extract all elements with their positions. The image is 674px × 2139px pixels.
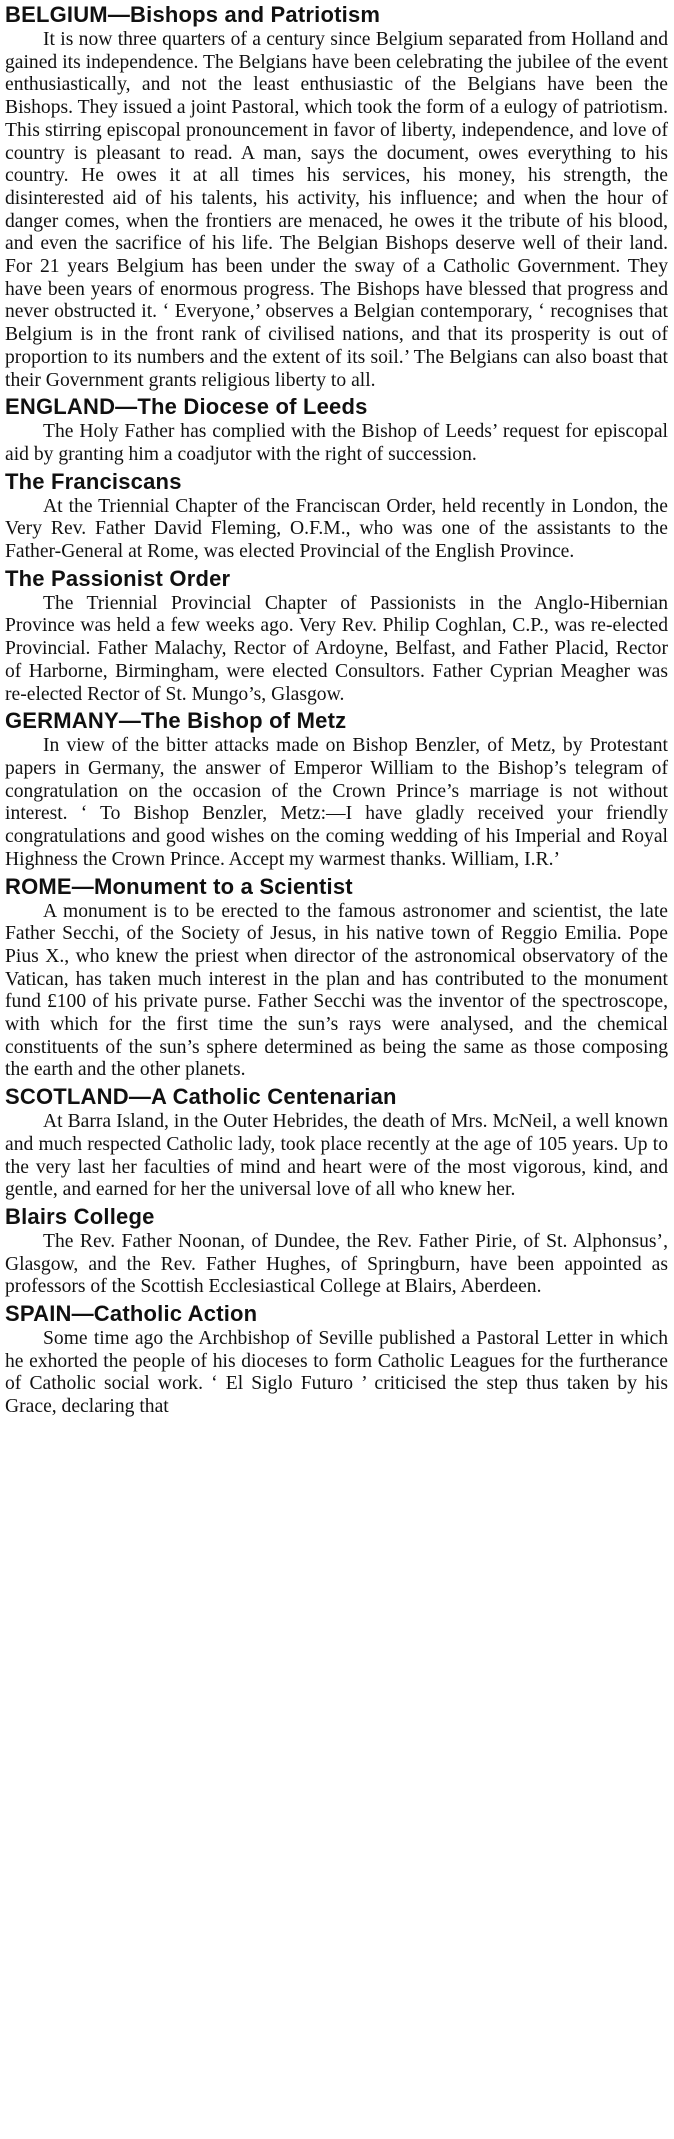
section-body: In view of the bitter attacks made on Bishop Benzler, of Metz, by Protestant papers in Germany, the answer of Emperor William to the Bishop’s telegram of congratulation on the occasion of the Crown Prince’s marriage is not without interest. ‘ To Bishop Benzler, Metz:—I have gladly received your friendly congratulations and good wishes on the coming wedding of his Imperial and Royal Highness the Crown Prince. Accept my warmest thanks. William, I.R.’ — [5, 735, 668, 870]
section-body: Some time ago the Archbishop of Seville published a Pastoral Letter in which he exhorted the people of his dioceses to form Catholic Leagues for the furtherance of Catholic social work. ‘ El Siglo Futuro ’ criticised the step thus taken by his Grace, declaring that — [5, 1328, 668, 1418]
section-heading: The Passionist Order — [5, 565, 231, 591]
section-body: It is now three quarters of a century since Belgium separated from Holland and gained its independence. The Belgians have been celebrating the jubilee of the event enthusiastically, and not the least enthusiastic of the Belgians have been the Bishops. They issued a joint Pastoral, which took the form of a eulogy of patriotism. This stirring episcopal pronouncement in favor of liberty, independence, and love of country is pleasant to read. A man, says the document, owes everything to his country. He owes it at all times his services, his money, his strength, the disinterested aid of his talents, his activity, his influence; and when the hour of danger comes, when the frontiers are menaced, he owes it the tribute of his blood, and even the sacrifice of his life. The Belgian Bishops deserve well of their land. For 21 years Belgium has been under the sway of a Catholic Government. They have been years of enormous progress. The Bishops have blessed that progress and never obstructed it. ‘ Everyone,’ observes a Belgian contemporary, ‘ recognises that Belgium is in the front rank of civilised nations, and that its prosperity is out of proportion to its numbers and the extent of its soil.’ The Belgians can also boast that their Government grants religious liberty to all. — [5, 29, 668, 391]
section-germany — [5, 707, 668, 871]
section-franciscans — [5, 468, 668, 564]
section-heading: GERMANY—The Bishop of Metz — [5, 708, 347, 734]
section-body: At the Triennial Chapter of the Franciscan Order, held recently in London, the Very Rev. Father David Fleming, O.F.M., who was one of the assistants to the Father-General at Rome, was elected Provincial of the English Province. — [5, 495, 668, 563]
section-body: A monument is to be erected to the famous astronomer and scientist, the late Father Secchi, of the Society of Jesus, in his native town of Reggio Emilia. Pope Pius X., who knew the priest when director of the astronomical observatory of the Vatican, has taken much interest in the plan and has contributed to the monument fund £100 of his private purse. Father Secchi was the inventor of the spectroscope, with which for the first time the sun’s rays were analysed, and the chemical constituents of the sun’s sphere determined as being the same as those composing the earth and the other planets. — [5, 900, 668, 1081]
section-heading: ROME—Monument to a Scientist — [5, 873, 353, 899]
section-heading: SCOTLAND—A Catholic Centenarian — [5, 1084, 397, 1110]
section-body: At Barra Island, in the Outer Hebrides, the death of Mrs. McNeil, a well known and much respected Catholic lady, took place recently at the age of 105 years. Up to the very last her faculties of mind and heart were of the most vigorous, kind, and gentle, and earned for her the universal love of all who knew her. — [5, 1111, 668, 1201]
section-england — [5, 393, 668, 466]
section-body: The Triennial Provincial Chapter of Passionists in the Anglo-Hibernian Province was held a few weeks ago. Very Rev. Philip Coghlan, C.P., was re-elected Provincial. Father Malachy, Rector of Ardoyne, Belfast, and Father Placid, Rector of Harborne, Birmingham, were elected Consultors. Father Cyprian Meagher was re-elected Rector of St. Mungo’s, Glasgow. — [5, 592, 668, 705]
section-heading: SPAIN—Catholic Action — [5, 1301, 258, 1327]
section-heading: Blairs College — [5, 1203, 155, 1229]
section-passionist — [5, 565, 668, 707]
section-rome — [5, 873, 668, 1083]
section-heading: The Franciscans — [5, 468, 182, 494]
article-column — [0, 1, 674, 1419]
section-body: The Holy Father has complied with the Bishop of Leeds’ request for episcopal aid by granting him a coadjutor with the right of succession. — [5, 421, 668, 465]
section-spain — [5, 1300, 668, 1419]
section-blairs-college — [5, 1203, 668, 1299]
section-heading: BELGIUM—Bishops and Patriotism — [5, 2, 381, 27]
section-belgium — [5, 1, 668, 392]
section-body: The Rev. Father Noonan, of Dundee, the Rev. Father Pirie, of St. Alphonsus’, Glasgow, and the Rev. Father Hughes, of Springburn, have been appointed as professors of the Scottish Ecclesiastical College at Blairs, Aberdeen. — [5, 1230, 668, 1298]
section-scotland — [5, 1083, 668, 1202]
section-heading: ENGLAND—The Diocese of Leeds — [5, 394, 368, 420]
